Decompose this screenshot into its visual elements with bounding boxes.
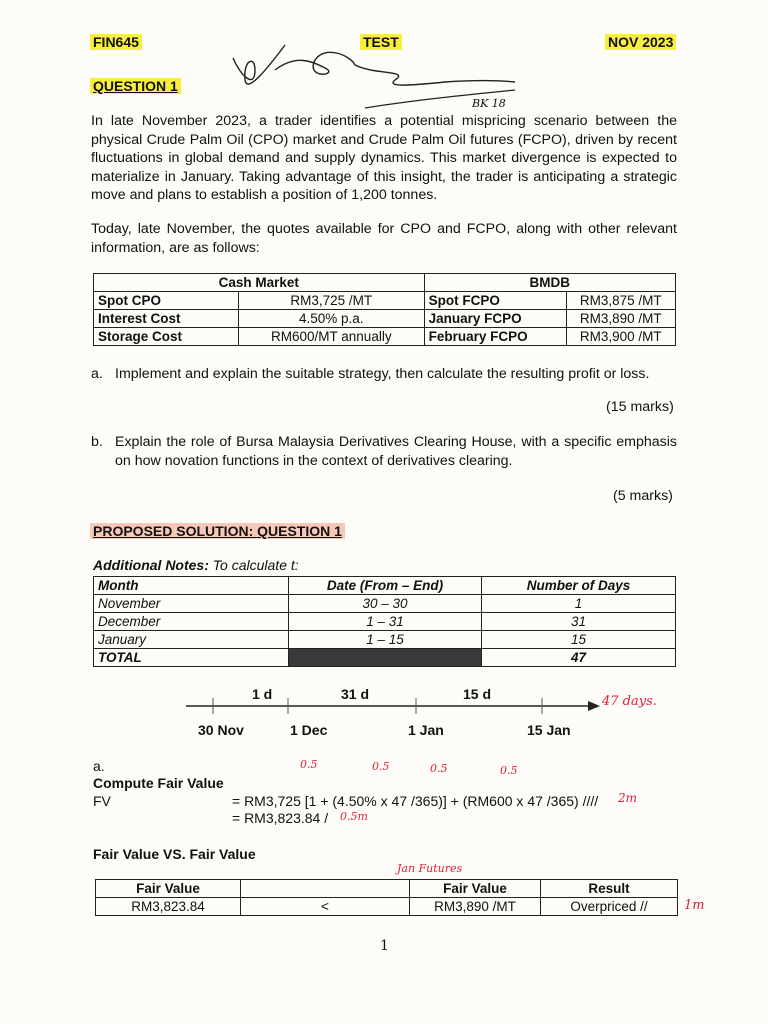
compare-table xyxy=(95,879,678,916)
table-row xyxy=(94,292,676,310)
compare-header: Result xyxy=(541,880,678,898)
mark-annotation: 0.5 xyxy=(300,758,318,771)
days-table xyxy=(93,576,676,667)
part-a-marks: (15 marks) xyxy=(606,399,674,415)
table-row xyxy=(94,310,676,328)
cell: 31 xyxy=(482,613,676,631)
cell: RM3,890 /MT xyxy=(410,898,541,916)
cell: Storage Cost xyxy=(94,328,239,346)
course-code: FIN645 xyxy=(90,34,142,50)
cell: January xyxy=(94,631,289,649)
page-number: 1 xyxy=(380,938,389,954)
part-b-text: Explain the role of Bursa Malaysia Derivatives Clearing House, with a specific emphasis on how novation functions in the context of derivatives clearing. xyxy=(115,434,677,469)
part-a-label: a. xyxy=(91,366,103,382)
cell: Spot FCPO xyxy=(424,292,566,310)
mark-annotation: 0.5 xyxy=(430,762,448,775)
compare-header xyxy=(241,880,410,898)
result-mark: 1m xyxy=(684,898,705,913)
cell: January FCPO xyxy=(424,310,566,328)
table-header-bmdb: BMDB xyxy=(424,274,675,292)
cell: RM3,900 /MT xyxy=(566,328,675,346)
fv-line1-mark: 2m xyxy=(618,791,638,805)
signature-note: BK 18 xyxy=(472,97,506,110)
cell: December xyxy=(94,613,289,631)
segment-3-label: 15 d xyxy=(463,686,492,702)
question-title: QUESTION 1 xyxy=(90,78,181,94)
days-header-date: Date (From – End) xyxy=(289,577,482,595)
days-header-count: Number of Days xyxy=(482,577,676,595)
days-header-month: Month xyxy=(94,577,289,595)
compare-header: Fair Value xyxy=(410,880,541,898)
solution-title: PROPOSED SOLUTION: QUESTION 1 xyxy=(90,523,345,539)
cell: Overpriced // xyxy=(541,898,678,916)
cell: RM3,875 /MT xyxy=(566,292,675,310)
fv-formula-line-1: = RM3,725 [1 + (4.50% x 47 /365)] + (RM600 x 47 /365) //// xyxy=(232,793,599,809)
additional-notes xyxy=(93,557,299,573)
compare-heading: Fair Value VS. Fair Value xyxy=(93,846,256,862)
market-quotes-table xyxy=(93,273,676,346)
table-row xyxy=(94,613,676,631)
cell: RM3,890 /MT xyxy=(566,310,675,328)
cell: RM3,823.84 xyxy=(96,898,241,916)
notes-label: Additional Notes: xyxy=(93,557,209,573)
question-paragraph-2: Today, late November, the quotes available for CPO and FCPO, along with other relevant information, are as follows: xyxy=(91,221,677,256)
timeline-axis xyxy=(180,694,600,718)
segment-2-label: 31 d xyxy=(341,686,370,702)
table-row xyxy=(94,595,676,613)
cell: 1 – 31 xyxy=(289,613,482,631)
part-b-marks: (5 marks) xyxy=(613,488,673,504)
date-label: 1 Dec xyxy=(290,722,328,738)
mark-annotation: 0.5 xyxy=(372,760,390,773)
table-header-cash: Cash Market xyxy=(94,274,425,292)
cell: Interest Cost xyxy=(94,310,239,328)
cell: 47 xyxy=(482,649,676,667)
cell-shaded xyxy=(289,649,482,667)
exam-session: NOV 2023 xyxy=(605,34,676,50)
cell: TOTAL xyxy=(94,649,289,667)
part-b-label: b. xyxy=(91,434,103,450)
cell: 4.50% p.a. xyxy=(239,310,425,328)
cell: 1 xyxy=(482,595,676,613)
total-days-note: 47 days. xyxy=(602,694,657,709)
cell: RM600/MT annually xyxy=(239,328,425,346)
cell: November xyxy=(94,595,289,613)
table-row xyxy=(96,898,678,916)
table-row xyxy=(94,631,676,649)
cell: 1 – 15 xyxy=(289,631,482,649)
cell: February FCPO xyxy=(424,328,566,346)
cell: 15 xyxy=(482,631,676,649)
cell: Spot CPO xyxy=(94,292,239,310)
fv-line2-mark: 0.5m xyxy=(340,810,368,823)
fv-heading: Compute Fair Value xyxy=(93,775,224,791)
part-a-text: Implement and explain the suitable strategy, then calculate the resulting profit or loss. xyxy=(115,366,650,382)
fv-label: FV xyxy=(93,793,111,809)
date-label: 15 Jan xyxy=(527,722,571,738)
fv-formula-line-2: = RM3,823.84 / xyxy=(232,810,329,826)
solution-part-a-label: a. xyxy=(93,758,105,774)
cell: < xyxy=(241,898,410,916)
segment-1-label: 1 d xyxy=(252,686,273,702)
table-row-total xyxy=(94,649,676,667)
cell: RM3,725 /MT xyxy=(239,292,425,310)
notes-text: To calculate t: xyxy=(208,557,299,573)
cell: 30 – 30 xyxy=(289,595,482,613)
table-row xyxy=(94,328,676,346)
compare-header: Fair Value xyxy=(96,880,241,898)
question-paragraph-1: In late November 2023, a trader identifies a potential mispricing scenario between the physical Crude Palm Oil (CPO) market and Crude Palm Oil futures (FCPO), driven by recent fluctuations in global demand and supply dynamics. This market divergence is expected to materialize in January. Taking advantage of this insight, the trader is anticipating a strategic move and plans to establish a position of 1,200 tonnes. xyxy=(91,113,677,203)
mark-annotation: 0.5 xyxy=(500,764,518,777)
date-label: 1 Jan xyxy=(408,722,444,738)
exam-type: TEST xyxy=(360,34,402,50)
compare-annotation: Jan Futures xyxy=(397,862,463,875)
date-label: 30 Nov xyxy=(198,722,244,738)
